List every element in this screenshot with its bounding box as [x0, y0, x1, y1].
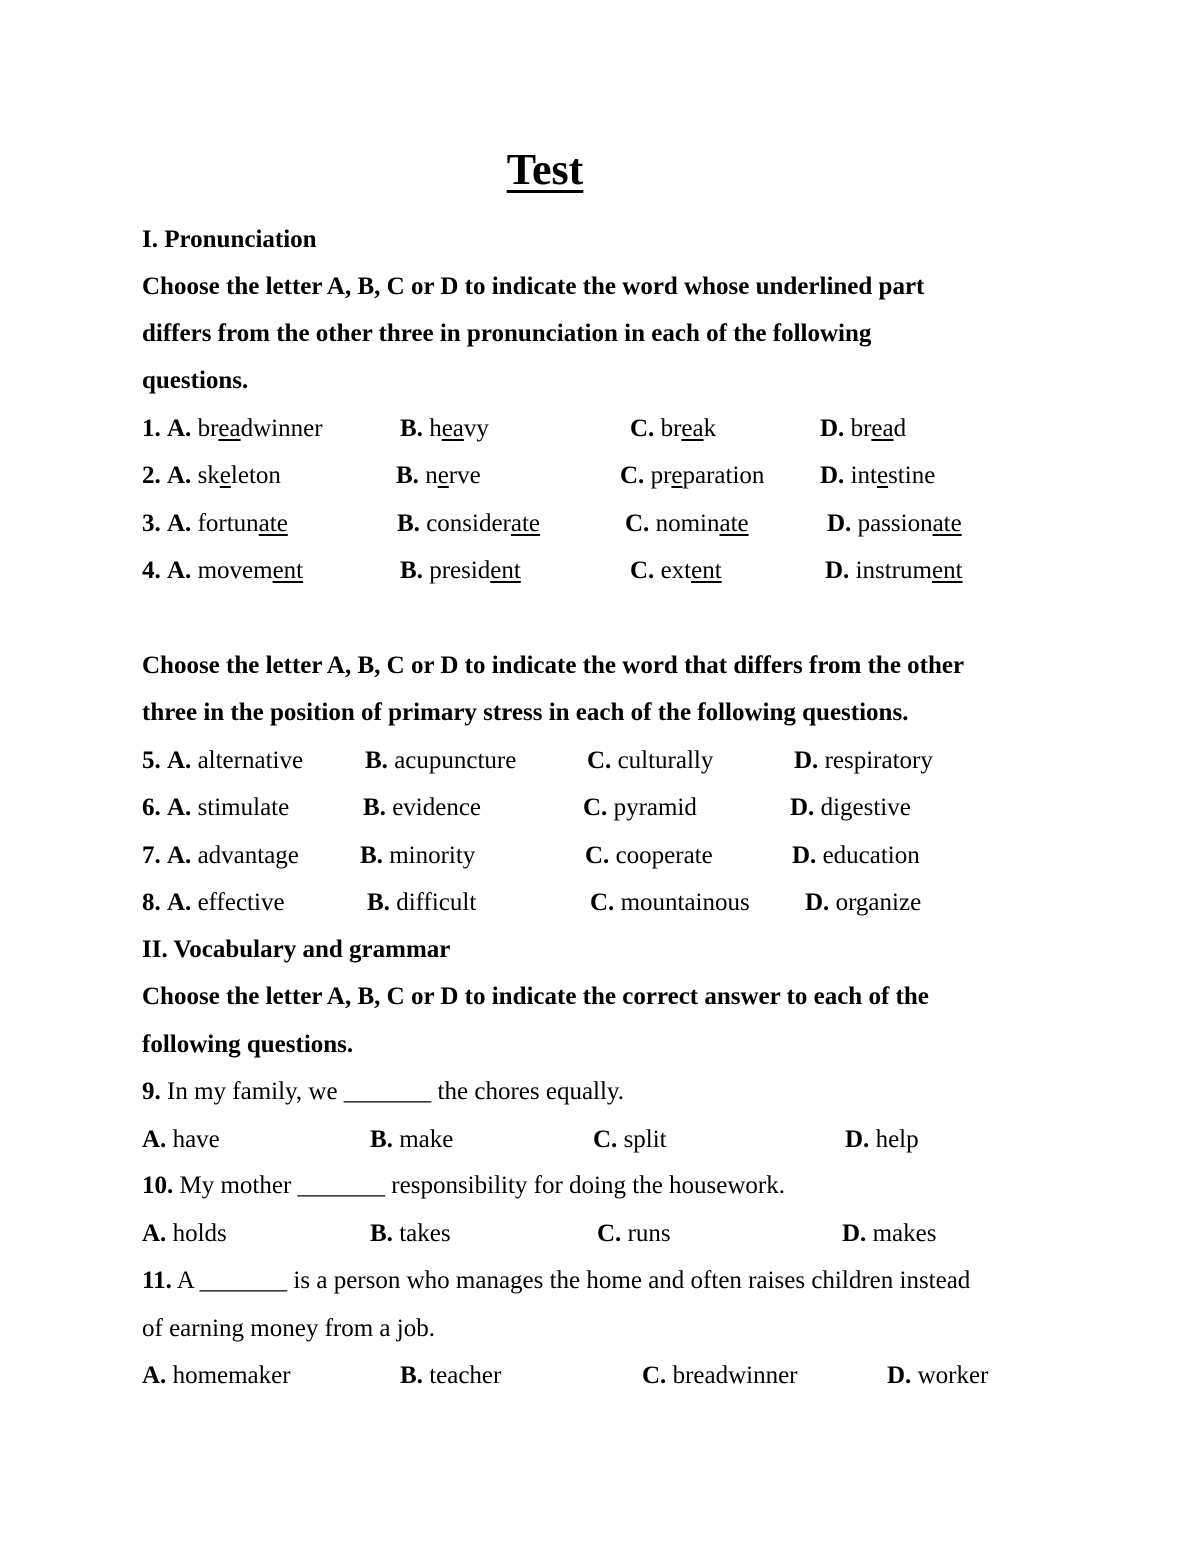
- option-letter: C.: [583, 794, 608, 821]
- underlined-part: ea: [871, 415, 894, 442]
- underlined-part: ent: [931, 557, 963, 584]
- option-letter: A.: [167, 557, 192, 584]
- underlined-part: e: [437, 462, 449, 489]
- option-d: D. passionate: [827, 510, 962, 537]
- option-b: B. considerate: [397, 510, 541, 537]
- question-row: [0, 1360, 1200, 1392]
- option-letter: C.: [620, 462, 645, 489]
- option-c: C. preparation: [620, 462, 765, 489]
- underlined-part: ea: [441, 415, 464, 442]
- option-letter: C.: [585, 842, 610, 869]
- question-number: 7.: [142, 842, 161, 869]
- option-c: C. nominate: [625, 510, 749, 537]
- option-letter: D.: [820, 462, 845, 489]
- option-c: C. breadwinner: [642, 1362, 798, 1389]
- option-a: 4. A. movement: [142, 557, 304, 584]
- question-row: [0, 887, 1200, 919]
- question-row: [0, 745, 1200, 777]
- option-letter: B.: [400, 557, 423, 584]
- option-letter: A.: [167, 415, 192, 442]
- instruction-line: Choose the letter A, B, C or D to indicate the word whose underlined part: [142, 273, 925, 300]
- option-a: 7. A. advantage: [142, 842, 299, 869]
- underlined-part: ate: [510, 510, 541, 537]
- option-b: B. president: [400, 557, 521, 584]
- option-a: A. holds: [142, 1220, 227, 1247]
- question-number: 11.: [142, 1267, 172, 1294]
- option-letter: C.: [630, 557, 655, 584]
- option-letter: B.: [370, 1220, 393, 1247]
- option-letter: C.: [587, 747, 612, 774]
- question-number: 8.: [142, 889, 161, 916]
- option-letter: A.: [167, 842, 192, 869]
- option-letter: C.: [625, 510, 650, 537]
- option-letter: D.: [842, 1220, 867, 1247]
- option-b: B. minority: [360, 842, 476, 869]
- question-stem: 10. My mother _______ responsibility for doing the housework.: [142, 1172, 785, 1199]
- option-letter: D.: [845, 1126, 870, 1153]
- question-number: 2.: [142, 462, 161, 489]
- option-letter: B.: [396, 462, 419, 489]
- section-heading-vocabulary: II. Vocabulary and grammar: [142, 936, 451, 963]
- question-row: [0, 1218, 1200, 1250]
- option-d: D. digestive: [790, 794, 911, 821]
- option-c: C. culturally: [587, 747, 714, 774]
- question-row: [0, 460, 1200, 492]
- option-letter: D.: [827, 510, 852, 537]
- underlined-part: e: [671, 462, 683, 489]
- option-letter: B.: [365, 747, 388, 774]
- question-number: 9.: [142, 1078, 161, 1105]
- option-b: B. heavy: [400, 415, 489, 442]
- option-letter: B.: [363, 794, 386, 821]
- option-letter: B.: [360, 842, 383, 869]
- option-a: A. homemaker: [142, 1362, 291, 1389]
- option-letter: A.: [167, 462, 192, 489]
- question-number: 4.: [142, 557, 161, 584]
- option-d: D. bread: [820, 415, 907, 442]
- instruction-line: Choose the letter A, B, C or D to indicate the correct answer to each of the: [142, 983, 929, 1010]
- option-letter: A.: [142, 1362, 167, 1389]
- option-letter: A.: [167, 747, 192, 774]
- option-d: D. respiratory: [794, 747, 933, 774]
- option-letter: B.: [397, 510, 420, 537]
- option-d: D. organize: [805, 889, 922, 916]
- question-stem: 9. In my family, we _______ the chores equally.: [142, 1078, 625, 1105]
- option-letter: A.: [142, 1126, 167, 1153]
- instruction-line: differs from the other three in pronunciation in each of the following: [142, 320, 872, 347]
- option-letter: C.: [593, 1126, 618, 1153]
- option-d: D. makes: [842, 1220, 937, 1247]
- option-b: B. takes: [370, 1220, 451, 1247]
- option-letter: A.: [167, 510, 192, 537]
- option-letter: C.: [590, 889, 615, 916]
- option-c: C. cooperate: [585, 842, 713, 869]
- option-b: B. teacher: [400, 1362, 502, 1389]
- option-letter: A.: [167, 889, 192, 916]
- option-letter: C.: [642, 1362, 667, 1389]
- option-a: 5. A. alternative: [142, 747, 304, 774]
- instruction-line: three in the position of primary stress in each of the following questions.: [142, 699, 909, 726]
- underlined-part: ate: [258, 510, 288, 537]
- option-letter: B.: [400, 1362, 423, 1389]
- option-letter: D.: [790, 794, 815, 821]
- question-row: [0, 840, 1200, 872]
- option-letter: B.: [367, 889, 390, 916]
- option-d: D. help: [845, 1126, 919, 1153]
- underlined-part: ea: [218, 415, 241, 442]
- option-b: B. make: [370, 1126, 454, 1153]
- underlined-part: ea: [681, 415, 704, 442]
- option-c: C. mountainous: [590, 889, 750, 916]
- option-letter: C.: [597, 1220, 622, 1247]
- question-row: [0, 508, 1200, 540]
- option-a: 3. A. fortunate: [142, 510, 288, 537]
- option-letter: B.: [370, 1126, 393, 1153]
- question-stem-continuation: of earning money from a job.: [142, 1315, 435, 1342]
- option-d: D. education: [792, 842, 920, 869]
- option-letter: D.: [820, 415, 845, 442]
- option-c: C. pyramid: [583, 794, 697, 821]
- option-b: B. difficult: [367, 889, 477, 916]
- option-letter: C.: [630, 415, 655, 442]
- underlined-part: e: [876, 462, 889, 489]
- option-a: 6. A. stimulate: [142, 794, 290, 821]
- question-number: 1.: [142, 415, 161, 442]
- option-letter: D.: [825, 557, 850, 584]
- option-a: A. have: [142, 1126, 220, 1153]
- option-letter: D.: [792, 842, 817, 869]
- underlined-part: ent: [691, 557, 722, 584]
- instruction-line: questions.: [142, 367, 249, 394]
- option-c: C. extent: [630, 557, 722, 584]
- question-number: 10.: [142, 1172, 174, 1199]
- question-row: [0, 1124, 1200, 1156]
- option-letter: B.: [400, 415, 423, 442]
- option-d: D. instrument: [825, 557, 963, 584]
- question-row: [0, 792, 1200, 824]
- question-stem: 11. A _______ is a person who manages the home and often raises children instead: [142, 1267, 971, 1294]
- instruction-line: following questions.: [142, 1031, 354, 1058]
- question-number: 5.: [142, 747, 161, 774]
- option-a: 2. A. skeleton: [142, 462, 281, 489]
- option-b: B. nerve: [396, 462, 481, 489]
- option-d: D. worker: [887, 1362, 989, 1389]
- underlined-part: ate: [719, 510, 749, 537]
- option-a: 1. A. breadwinner: [142, 415, 323, 442]
- option-a: 8. A. effective: [142, 889, 285, 916]
- option-letter: D.: [794, 747, 819, 774]
- option-b: B. evidence: [363, 794, 482, 821]
- underlined-part: ate: [932, 510, 962, 537]
- question-row: [0, 413, 1200, 445]
- option-c: C. split: [593, 1126, 667, 1153]
- instruction-line: Choose the letter A, B, C or D to indicate the word that differs from the other: [142, 652, 965, 679]
- underlined-part: ent: [272, 557, 304, 584]
- option-b: B. acupuncture: [365, 747, 517, 774]
- page-title: Test: [506, 145, 584, 194]
- underlined-part: e: [219, 462, 231, 489]
- option-letter: D.: [887, 1362, 912, 1389]
- option-c: C. break: [630, 415, 717, 442]
- question-row: [0, 555, 1200, 587]
- section-heading-pronunciation: I. Pronunciation: [142, 226, 317, 253]
- option-letter: A.: [142, 1220, 167, 1247]
- option-d: D. intestine: [820, 462, 936, 489]
- option-letter: D.: [805, 889, 830, 916]
- question-number: 3.: [142, 510, 161, 537]
- option-c: C. runs: [597, 1220, 671, 1247]
- underlined-part: ent: [490, 557, 521, 584]
- question-number: 6.: [142, 794, 161, 821]
- option-letter: A.: [167, 794, 192, 821]
